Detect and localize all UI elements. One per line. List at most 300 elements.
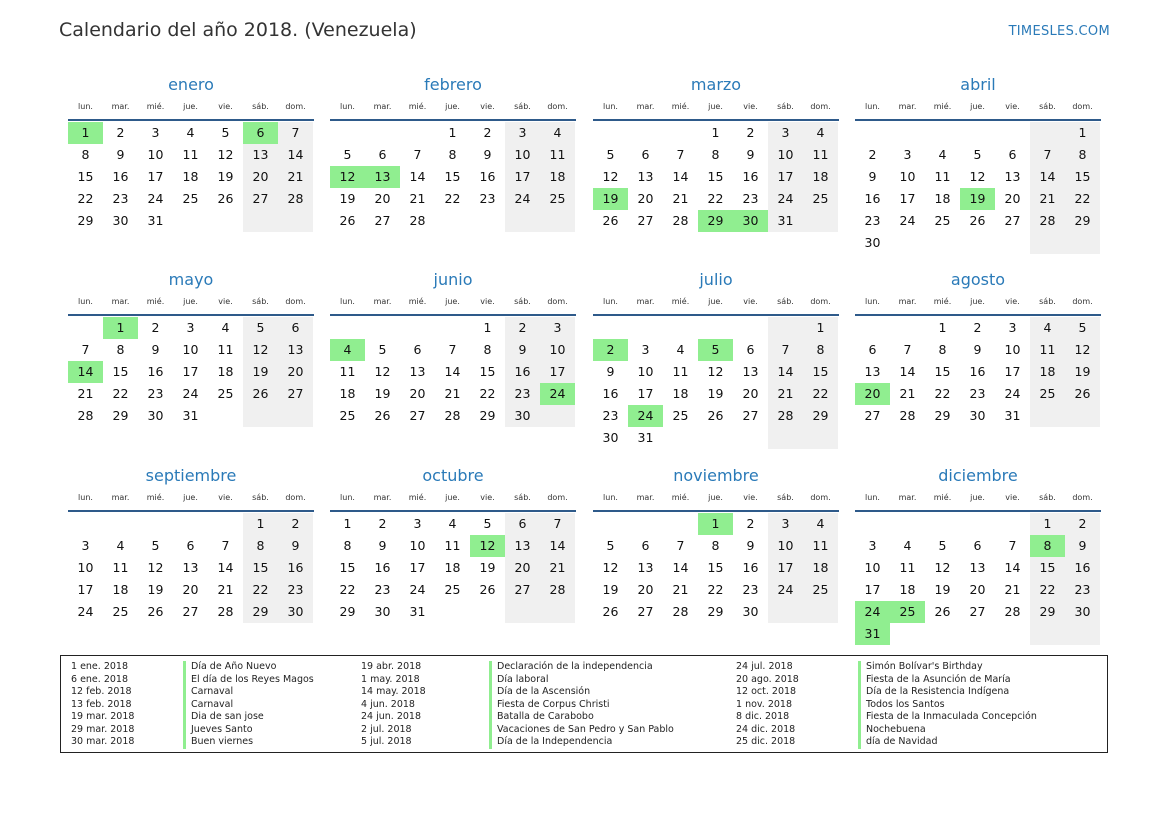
calendar-day[interactable]: 7 — [1008, 538, 1017, 553]
calendar-day[interactable]: 9 — [518, 342, 527, 357]
calendar-day[interactable]: 14 — [1039, 169, 1056, 184]
calendar-day[interactable]: 22 — [339, 582, 356, 597]
calendar-day[interactable]: 10 — [864, 560, 881, 575]
calendar-day[interactable]: 3 — [903, 147, 912, 162]
calendar-day[interactable]: 19 — [602, 582, 619, 597]
calendar-day[interactable]: 31 — [147, 213, 164, 228]
calendar-day[interactable]: 14 — [409, 169, 426, 184]
calendar-day[interactable]: 18 — [339, 386, 356, 401]
calendar-day[interactable]: 22 — [1074, 191, 1091, 206]
calendar-day[interactable]: 6 — [186, 538, 195, 553]
calendar-day[interactable]: 23 — [742, 191, 759, 206]
calendar-day[interactable]: 23 — [1074, 582, 1091, 597]
calendar-day[interactable]: 19 — [374, 386, 391, 401]
calendar-day[interactable]: 19 — [934, 582, 951, 597]
calendar-day[interactable]: 18 — [934, 191, 951, 206]
calendar-day[interactable]: 17 — [1004, 364, 1021, 379]
calendar-day[interactable]: 13 — [969, 560, 986, 575]
calendar-day[interactable]: 1 — [711, 125, 720, 140]
calendar-day[interactable]: 9 — [151, 342, 160, 357]
calendar-day[interactable]: 13 — [742, 364, 759, 379]
calendar-day[interactable]: 10 — [1004, 342, 1021, 357]
calendar-day[interactable]: 4 — [221, 320, 230, 335]
calendar-day[interactable]: 6 — [746, 342, 755, 357]
calendar-day[interactable]: 15 — [1074, 169, 1091, 184]
calendar-day[interactable]: 21 — [1039, 191, 1056, 206]
calendar-day[interactable]: 17 — [864, 582, 881, 597]
calendar-day[interactable]: 18 — [444, 560, 461, 575]
calendar-day[interactable]: 13 — [637, 560, 654, 575]
calendar-day[interactable]: 27 — [1004, 213, 1021, 228]
calendar-day[interactable]: 9 — [973, 342, 982, 357]
calendar-day[interactable]: 21 — [672, 191, 689, 206]
holiday-day[interactable]: 14 — [68, 361, 103, 383]
calendar-day[interactable]: 17 — [637, 386, 654, 401]
calendar-day[interactable]: 3 — [81, 538, 90, 553]
calendar-day[interactable]: 4 — [816, 125, 825, 140]
calendar-day[interactable]: 14 — [672, 169, 689, 184]
calendar-day[interactable]: 8 — [711, 147, 720, 162]
holiday-day[interactable]: 20 — [855, 383, 890, 405]
calendar-day[interactable]: 25 — [549, 191, 566, 206]
calendar-day[interactable]: 15 — [444, 169, 461, 184]
calendar-day[interactable]: 8 — [256, 538, 265, 553]
calendar-day[interactable]: 3 — [413, 516, 422, 531]
calendar-day[interactable]: 29 — [707, 604, 724, 619]
calendar-day[interactable]: 1 — [1078, 125, 1087, 140]
calendar-day[interactable]: 26 — [969, 213, 986, 228]
calendar-day[interactable]: 3 — [781, 516, 790, 531]
calendar-day[interactable]: 14 — [672, 560, 689, 575]
calendar-day[interactable]: 2 — [151, 320, 160, 335]
calendar-day[interactable]: 11 — [217, 342, 234, 357]
calendar-day[interactable]: 29 — [77, 213, 94, 228]
calendar-day[interactable]: 16 — [864, 191, 881, 206]
calendar-day[interactable]: 5 — [606, 538, 615, 553]
calendar-day[interactable]: 20 — [637, 191, 654, 206]
calendar-day[interactable]: 25 — [339, 408, 356, 423]
calendar-day[interactable]: 26 — [934, 604, 951, 619]
calendar-day[interactable]: 11 — [182, 147, 199, 162]
calendar-day[interactable]: 5 — [606, 147, 615, 162]
calendar-day[interactable]: 28 — [899, 408, 916, 423]
calendar-day[interactable]: 14 — [549, 538, 566, 553]
calendar-day[interactable]: 17 — [777, 169, 794, 184]
calendar-day[interactable]: 30 — [287, 604, 304, 619]
calendar-day[interactable]: 28 — [409, 213, 426, 228]
calendar-day[interactable]: 6 — [1008, 147, 1017, 162]
calendar-day[interactable]: 15 — [707, 560, 724, 575]
calendar-day[interactable]: 28 — [217, 604, 234, 619]
calendar-day[interactable]: 2 — [518, 320, 527, 335]
calendar-day[interactable]: 14 — [1004, 560, 1021, 575]
calendar-day[interactable]: 7 — [676, 147, 685, 162]
calendar-day[interactable]: 22 — [77, 191, 94, 206]
calendar-day[interactable]: 22 — [707, 191, 724, 206]
calendar-day[interactable]: 18 — [672, 386, 689, 401]
calendar-day[interactable]: 17 — [182, 364, 199, 379]
holiday-day[interactable]: 19 — [593, 188, 628, 210]
calendar-day[interactable]: 20 — [182, 582, 199, 597]
calendar-day[interactable]: 10 — [899, 169, 916, 184]
calendar-day[interactable]: 9 — [746, 538, 755, 553]
calendar-day[interactable]: 10 — [777, 147, 794, 162]
holiday-day[interactable]: 5 — [698, 339, 733, 361]
calendar-day[interactable]: 2 — [746, 516, 755, 531]
calendar-day[interactable]: 10 — [147, 147, 164, 162]
calendar-day[interactable]: 22 — [1039, 582, 1056, 597]
calendar-day[interactable]: 20 — [374, 191, 391, 206]
calendar-day[interactable]: 11 — [812, 538, 829, 553]
calendar-day[interactable]: 26 — [217, 191, 234, 206]
calendar-day[interactable]: 6 — [641, 147, 650, 162]
calendar-day[interactable]: 5 — [221, 125, 230, 140]
calendar-day[interactable]: 29 — [479, 408, 496, 423]
calendar-day[interactable]: 23 — [514, 386, 531, 401]
calendar-day[interactable]: 26 — [252, 386, 269, 401]
calendar-day[interactable]: 22 — [444, 191, 461, 206]
calendar-day[interactable]: 7 — [413, 147, 422, 162]
calendar-day[interactable]: 31 — [182, 408, 199, 423]
calendar-day[interactable]: 18 — [1039, 364, 1056, 379]
calendar-day[interactable]: 12 — [969, 169, 986, 184]
calendar-day[interactable]: 16 — [969, 364, 986, 379]
calendar-day[interactable]: 23 — [602, 408, 619, 423]
calendar-day[interactable]: 30 — [864, 235, 881, 250]
holiday-day[interactable]: 1 — [103, 317, 138, 339]
calendar-day[interactable]: 26 — [339, 213, 356, 228]
calendar-day[interactable]: 21 — [672, 582, 689, 597]
calendar-day[interactable]: 5 — [343, 147, 352, 162]
calendar-day[interactable]: 28 — [287, 191, 304, 206]
holiday-day[interactable]: 31 — [855, 623, 890, 645]
calendar-day[interactable]: 5 — [151, 538, 160, 553]
calendar-day[interactable]: 15 — [934, 364, 951, 379]
calendar-day[interactable]: 20 — [287, 364, 304, 379]
holiday-day[interactable]: 6 — [243, 122, 278, 144]
calendar-day[interactable]: 27 — [637, 213, 654, 228]
calendar-day[interactable]: 3 — [553, 320, 562, 335]
calendar-day[interactable]: 21 — [409, 191, 426, 206]
calendar-day[interactable]: 31 — [409, 604, 426, 619]
calendar-day[interactable]: 30 — [147, 408, 164, 423]
calendar-day[interactable]: 16 — [742, 560, 759, 575]
calendar-day[interactable]: 1 — [448, 125, 457, 140]
holiday-day[interactable]: 2 — [593, 339, 628, 361]
calendar-day[interactable]: 23 — [742, 582, 759, 597]
calendar-day[interactable]: 11 — [899, 560, 916, 575]
calendar-day[interactable]: 6 — [378, 147, 387, 162]
calendar-day[interactable]: 24 — [1004, 386, 1021, 401]
calendar-day[interactable]: 12 — [602, 560, 619, 575]
calendar-day[interactable]: 17 — [549, 364, 566, 379]
calendar-day[interactable]: 4 — [938, 147, 947, 162]
calendar-day[interactable]: 12 — [147, 560, 164, 575]
holiday-day[interactable]: 1 — [68, 122, 103, 144]
calendar-day[interactable]: 12 — [374, 364, 391, 379]
calendar-day[interactable]: 6 — [868, 342, 877, 357]
calendar-day[interactable]: 24 — [899, 213, 916, 228]
calendar-day[interactable]: 14 — [899, 364, 916, 379]
calendar-day[interactable]: 23 — [864, 213, 881, 228]
calendar-day[interactable]: 15 — [112, 364, 129, 379]
calendar-day[interactable]: 1 — [816, 320, 825, 335]
calendar-day[interactable]: 23 — [112, 191, 129, 206]
calendar-day[interactable]: 27 — [742, 408, 759, 423]
calendar-day[interactable]: 8 — [938, 342, 947, 357]
calendar-day[interactable]: 21 — [899, 386, 916, 401]
calendar-day[interactable]: 30 — [514, 408, 531, 423]
calendar-day[interactable]: 19 — [217, 169, 234, 184]
calendar-day[interactable]: 2 — [1078, 516, 1087, 531]
calendar-day[interactable]: 16 — [287, 560, 304, 575]
calendar-day[interactable]: 19 — [479, 560, 496, 575]
calendar-day[interactable]: 8 — [448, 147, 457, 162]
calendar-day[interactable]: 4 — [903, 538, 912, 553]
holiday-day[interactable]: 4 — [330, 339, 365, 361]
calendar-day[interactable]: 11 — [812, 147, 829, 162]
calendar-day[interactable]: 8 — [816, 342, 825, 357]
calendar-day[interactable]: 15 — [479, 364, 496, 379]
calendar-day[interactable]: 30 — [1074, 604, 1091, 619]
calendar-day[interactable]: 17 — [514, 169, 531, 184]
calendar-day[interactable]: 13 — [864, 364, 881, 379]
calendar-day[interactable]: 26 — [602, 213, 619, 228]
calendar-day[interactable]: 1 — [1043, 516, 1052, 531]
calendar-day[interactable]: 12 — [707, 364, 724, 379]
calendar-day[interactable]: 29 — [934, 408, 951, 423]
holiday-day[interactable]: 25 — [890, 601, 925, 623]
calendar-day[interactable]: 3 — [518, 125, 527, 140]
calendar-day[interactable]: 14 — [287, 147, 304, 162]
calendar-day[interactable]: 12 — [252, 342, 269, 357]
calendar-day[interactable]: 5 — [1078, 320, 1087, 335]
calendar-day[interactable]: 18 — [182, 169, 199, 184]
calendar-day[interactable]: 24 — [409, 582, 426, 597]
calendar-day[interactable]: 15 — [1039, 560, 1056, 575]
calendar-day[interactable]: 10 — [777, 538, 794, 553]
calendar-day[interactable]: 18 — [812, 169, 829, 184]
calendar-day[interactable]: 11 — [112, 560, 129, 575]
calendar-day[interactable]: 13 — [287, 342, 304, 357]
calendar-day[interactable]: 4 — [448, 516, 457, 531]
calendar-day[interactable]: 4 — [676, 342, 685, 357]
holiday-day[interactable]: 24 — [628, 405, 663, 427]
calendar-day[interactable]: 24 — [182, 386, 199, 401]
calendar-day[interactable]: 19 — [707, 386, 724, 401]
calendar-day[interactable]: 17 — [77, 582, 94, 597]
calendar-day[interactable]: 11 — [549, 147, 566, 162]
calendar-day[interactable]: 16 — [514, 364, 531, 379]
calendar-day[interactable]: 8 — [343, 538, 352, 553]
calendar-day[interactable]: 16 — [1074, 560, 1091, 575]
calendar-day[interactable]: 15 — [77, 169, 94, 184]
calendar-day[interactable]: 24 — [777, 191, 794, 206]
calendar-day[interactable]: 22 — [707, 582, 724, 597]
calendar-day[interactable]: 24 — [77, 604, 94, 619]
calendar-day[interactable]: 20 — [742, 386, 759, 401]
calendar-day[interactable]: 9 — [606, 364, 615, 379]
calendar-day[interactable]: 10 — [409, 538, 426, 553]
calendar-day[interactable]: 14 — [217, 560, 234, 575]
calendar-day[interactable]: 15 — [707, 169, 724, 184]
calendar-day[interactable]: 20 — [514, 560, 531, 575]
calendar-day[interactable]: 12 — [1074, 342, 1091, 357]
calendar-day[interactable]: 22 — [252, 582, 269, 597]
holiday-day[interactable]: 19 — [960, 188, 995, 210]
calendar-day[interactable]: 3 — [186, 320, 195, 335]
calendar-day[interactable]: 6 — [973, 538, 982, 553]
calendar-day[interactable]: 24 — [777, 582, 794, 597]
calendar-day[interactable]: 2 — [116, 125, 125, 140]
holiday-day[interactable]: 12 — [470, 535, 505, 557]
calendar-day[interactable]: 20 — [252, 169, 269, 184]
calendar-day[interactable]: 28 — [1039, 213, 1056, 228]
calendar-day[interactable]: 26 — [1074, 386, 1091, 401]
calendar-day[interactable]: 7 — [221, 538, 230, 553]
calendar-day[interactable]: 17 — [777, 560, 794, 575]
calendar-day[interactable]: 25 — [182, 191, 199, 206]
calendar-day[interactable]: 24 — [514, 191, 531, 206]
calendar-day[interactable]: 21 — [77, 386, 94, 401]
calendar-day[interactable]: 26 — [707, 408, 724, 423]
calendar-day[interactable]: 8 — [1078, 147, 1087, 162]
calendar-day[interactable]: 20 — [1004, 191, 1021, 206]
calendar-day[interactable]: 15 — [339, 560, 356, 575]
calendar-day[interactable]: 26 — [147, 604, 164, 619]
holiday-day[interactable]: 8 — [1030, 535, 1065, 557]
calendar-day[interactable]: 16 — [602, 386, 619, 401]
calendar-day[interactable]: 21 — [217, 582, 234, 597]
calendar-day[interactable]: 28 — [77, 408, 94, 423]
calendar-day[interactable]: 4 — [116, 538, 125, 553]
calendar-day[interactable]: 7 — [291, 125, 300, 140]
holiday-day[interactable]: 13 — [365, 166, 400, 188]
calendar-day[interactable]: 2 — [378, 516, 387, 531]
calendar-day[interactable]: 2 — [483, 125, 492, 140]
calendar-day[interactable]: 31 — [1004, 408, 1021, 423]
calendar-day[interactable]: 9 — [116, 147, 125, 162]
calendar-day[interactable]: 16 — [742, 169, 759, 184]
holiday-day[interactable]: 1 — [698, 513, 733, 535]
calendar-day[interactable]: 27 — [969, 604, 986, 619]
calendar-day[interactable]: 27 — [409, 408, 426, 423]
calendar-day[interactable]: 21 — [1004, 582, 1021, 597]
calendar-day[interactable]: 18 — [217, 364, 234, 379]
calendar-day[interactable]: 10 — [549, 342, 566, 357]
calendar-day[interactable]: 5 — [378, 342, 387, 357]
calendar-day[interactable]: 17 — [899, 191, 916, 206]
calendar-day[interactable]: 3 — [868, 538, 877, 553]
calendar-day[interactable]: 9 — [746, 147, 755, 162]
calendar-day[interactable]: 4 — [553, 125, 562, 140]
calendar-day[interactable]: 20 — [409, 386, 426, 401]
calendar-day[interactable]: 25 — [444, 582, 461, 597]
calendar-day[interactable]: 5 — [483, 516, 492, 531]
calendar-day[interactable]: 31 — [777, 213, 794, 228]
holiday-day[interactable]: 29 — [698, 210, 733, 232]
calendar-day[interactable]: 30 — [112, 213, 129, 228]
calendar-day[interactable]: 12 — [217, 147, 234, 162]
calendar-day[interactable]: 16 — [112, 169, 129, 184]
calendar-day[interactable]: 18 — [812, 560, 829, 575]
calendar-day[interactable]: 13 — [182, 560, 199, 575]
calendar-day[interactable]: 2 — [746, 125, 755, 140]
calendar-day[interactable]: 13 — [409, 364, 426, 379]
calendar-day[interactable]: 7 — [781, 342, 790, 357]
calendar-day[interactable]: 25 — [672, 408, 689, 423]
calendar-day[interactable]: 20 — [969, 582, 986, 597]
calendar-day[interactable]: 30 — [374, 604, 391, 619]
calendar-day[interactable]: 17 — [409, 560, 426, 575]
calendar-day[interactable]: 13 — [514, 538, 531, 553]
calendar-day[interactable]: 29 — [112, 408, 129, 423]
calendar-day[interactable]: 10 — [182, 342, 199, 357]
calendar-day[interactable]: 27 — [287, 386, 304, 401]
calendar-day[interactable]: 3 — [781, 125, 790, 140]
calendar-day[interactable]: 11 — [444, 538, 461, 553]
calendar-day[interactable]: 8 — [711, 538, 720, 553]
calendar-day[interactable]: 13 — [252, 147, 269, 162]
calendar-day[interactable]: 7 — [81, 342, 90, 357]
calendar-day[interactable]: 28 — [549, 582, 566, 597]
calendar-day[interactable]: 25 — [934, 213, 951, 228]
calendar-day[interactable]: 6 — [518, 516, 527, 531]
calendar-day[interactable]: 30 — [742, 604, 759, 619]
calendar-day[interactable]: 31 — [637, 430, 654, 445]
calendar-day[interactable]: 22 — [479, 386, 496, 401]
calendar-day[interactable]: 22 — [934, 386, 951, 401]
calendar-day[interactable]: 8 — [81, 147, 90, 162]
calendar-day[interactable]: 26 — [479, 582, 496, 597]
calendar-day[interactable]: 9 — [378, 538, 387, 553]
calendar-day[interactable]: 3 — [151, 125, 160, 140]
calendar-day[interactable]: 21 — [444, 386, 461, 401]
calendar-day[interactable]: 17 — [147, 169, 164, 184]
holiday-day[interactable]: 12 — [330, 166, 365, 188]
calendar-day[interactable]: 18 — [899, 582, 916, 597]
calendar-day[interactable]: 4 — [1043, 320, 1052, 335]
calendar-day[interactable]: 2 — [868, 147, 877, 162]
calendar-day[interactable]: 7 — [1043, 147, 1052, 162]
calendar-day[interactable]: 28 — [672, 604, 689, 619]
calendar-day[interactable]: 4 — [186, 125, 195, 140]
calendar-day[interactable]: 29 — [252, 604, 269, 619]
calendar-day[interactable]: 28 — [672, 213, 689, 228]
calendar-day[interactable]: 1 — [483, 320, 492, 335]
calendar-day[interactable]: 25 — [217, 386, 234, 401]
calendar-day[interactable]: 11 — [672, 364, 689, 379]
calendar-day[interactable]: 27 — [252, 191, 269, 206]
calendar-day[interactable]: 24 — [147, 191, 164, 206]
calendar-day[interactable]: 26 — [374, 408, 391, 423]
calendar-day[interactable]: 15 — [252, 560, 269, 575]
holiday-day[interactable]: 24 — [540, 383, 575, 405]
calendar-day[interactable]: 11 — [934, 169, 951, 184]
calendar-day[interactable]: 13 — [637, 169, 654, 184]
calendar-day[interactable]: 23 — [287, 582, 304, 597]
calendar-day[interactable]: 1 — [938, 320, 947, 335]
calendar-day[interactable]: 28 — [1004, 604, 1021, 619]
calendar-day[interactable]: 14 — [444, 364, 461, 379]
calendar-day[interactable]: 19 — [252, 364, 269, 379]
calendar-day[interactable]: 9 — [868, 169, 877, 184]
calendar-day[interactable]: 25 — [812, 582, 829, 597]
calendar-day[interactable]: 5 — [938, 538, 947, 553]
calendar-day[interactable]: 6 — [291, 320, 300, 335]
calendar-day[interactable]: 5 — [973, 147, 982, 162]
calendar-day[interactable]: 5 — [256, 320, 265, 335]
